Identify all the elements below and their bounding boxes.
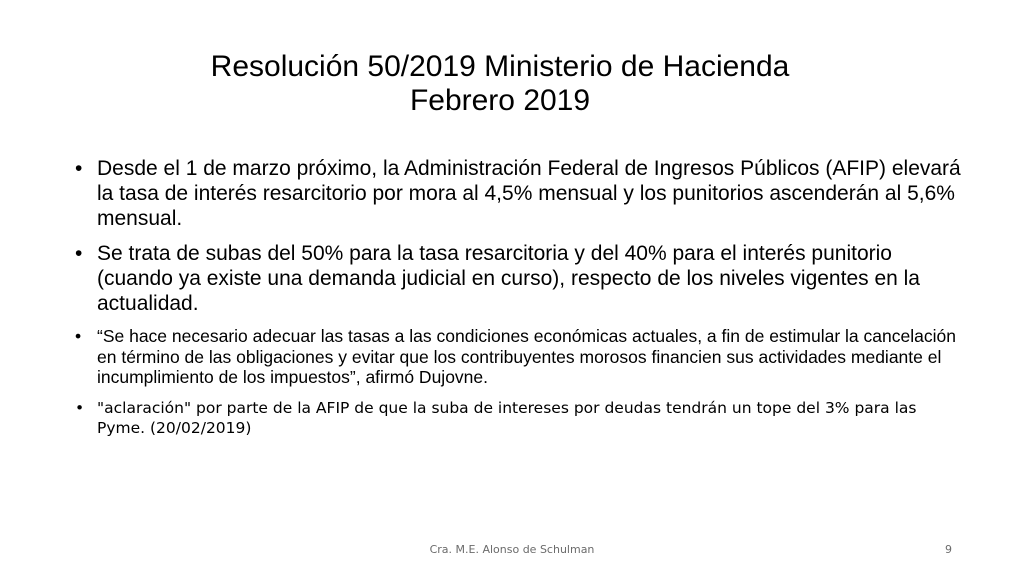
- bullet-text: Se trata de subas del 50% para la tasa resarcitoria y del 40% para el interés punitorio (cuando ya existe una demanda judicial en curso), respecto de los niveles vigentes en la actualidad.: [97, 242, 920, 315]
- bullet-dot-icon: •: [75, 157, 83, 180]
- bullet-dot-icon: •: [75, 326, 82, 346]
- bullet-text: "aclaración" por parte de la AFIP de que la suba de intereses por deudas tendrán un tope del 3% para las Pyme. (20/02/2019): [97, 398, 917, 437]
- slide-title-line-2: Febrero 2019: [409, 84, 591, 117]
- bullet-dot-icon: •: [75, 242, 83, 265]
- slide-title-line-1: Resolución 50/2019 Ministerio de Hacienda: [210, 50, 790, 83]
- bullet-text: Desde el 1 de marzo próximo, la Administración Federal de Ingresos Públicos (AFIP) elevará la tasa de interés resarcitorio por mora al 4,5% mensual y los punitorios ascenderán al 5,6% mensual.: [97, 157, 961, 230]
- bullet-item: [75, 241, 965, 316]
- bullet-dot-icon: •: [75, 398, 85, 417]
- page-number: 9: [945, 543, 952, 556]
- slide-footer: Cra. M.E. Alonso de Schulman: [429, 543, 595, 556]
- bullet-list: [75, 156, 965, 439]
- bullet-item: [75, 398, 965, 439]
- bullet-item: [75, 326, 965, 388]
- bullet-text: “Se hace necesario adecuar las tasas a las condiciones económicas actuales, a fin de estimular la cancelación en término de las obligaciones y evitar que los contribuyentes morosos financien sus actividades mediante el incumplimiento de los impuestos”, afirmó Dujovne.: [97, 326, 956, 387]
- slide-title: [150, 50, 850, 118]
- bullet-item: [75, 156, 965, 231]
